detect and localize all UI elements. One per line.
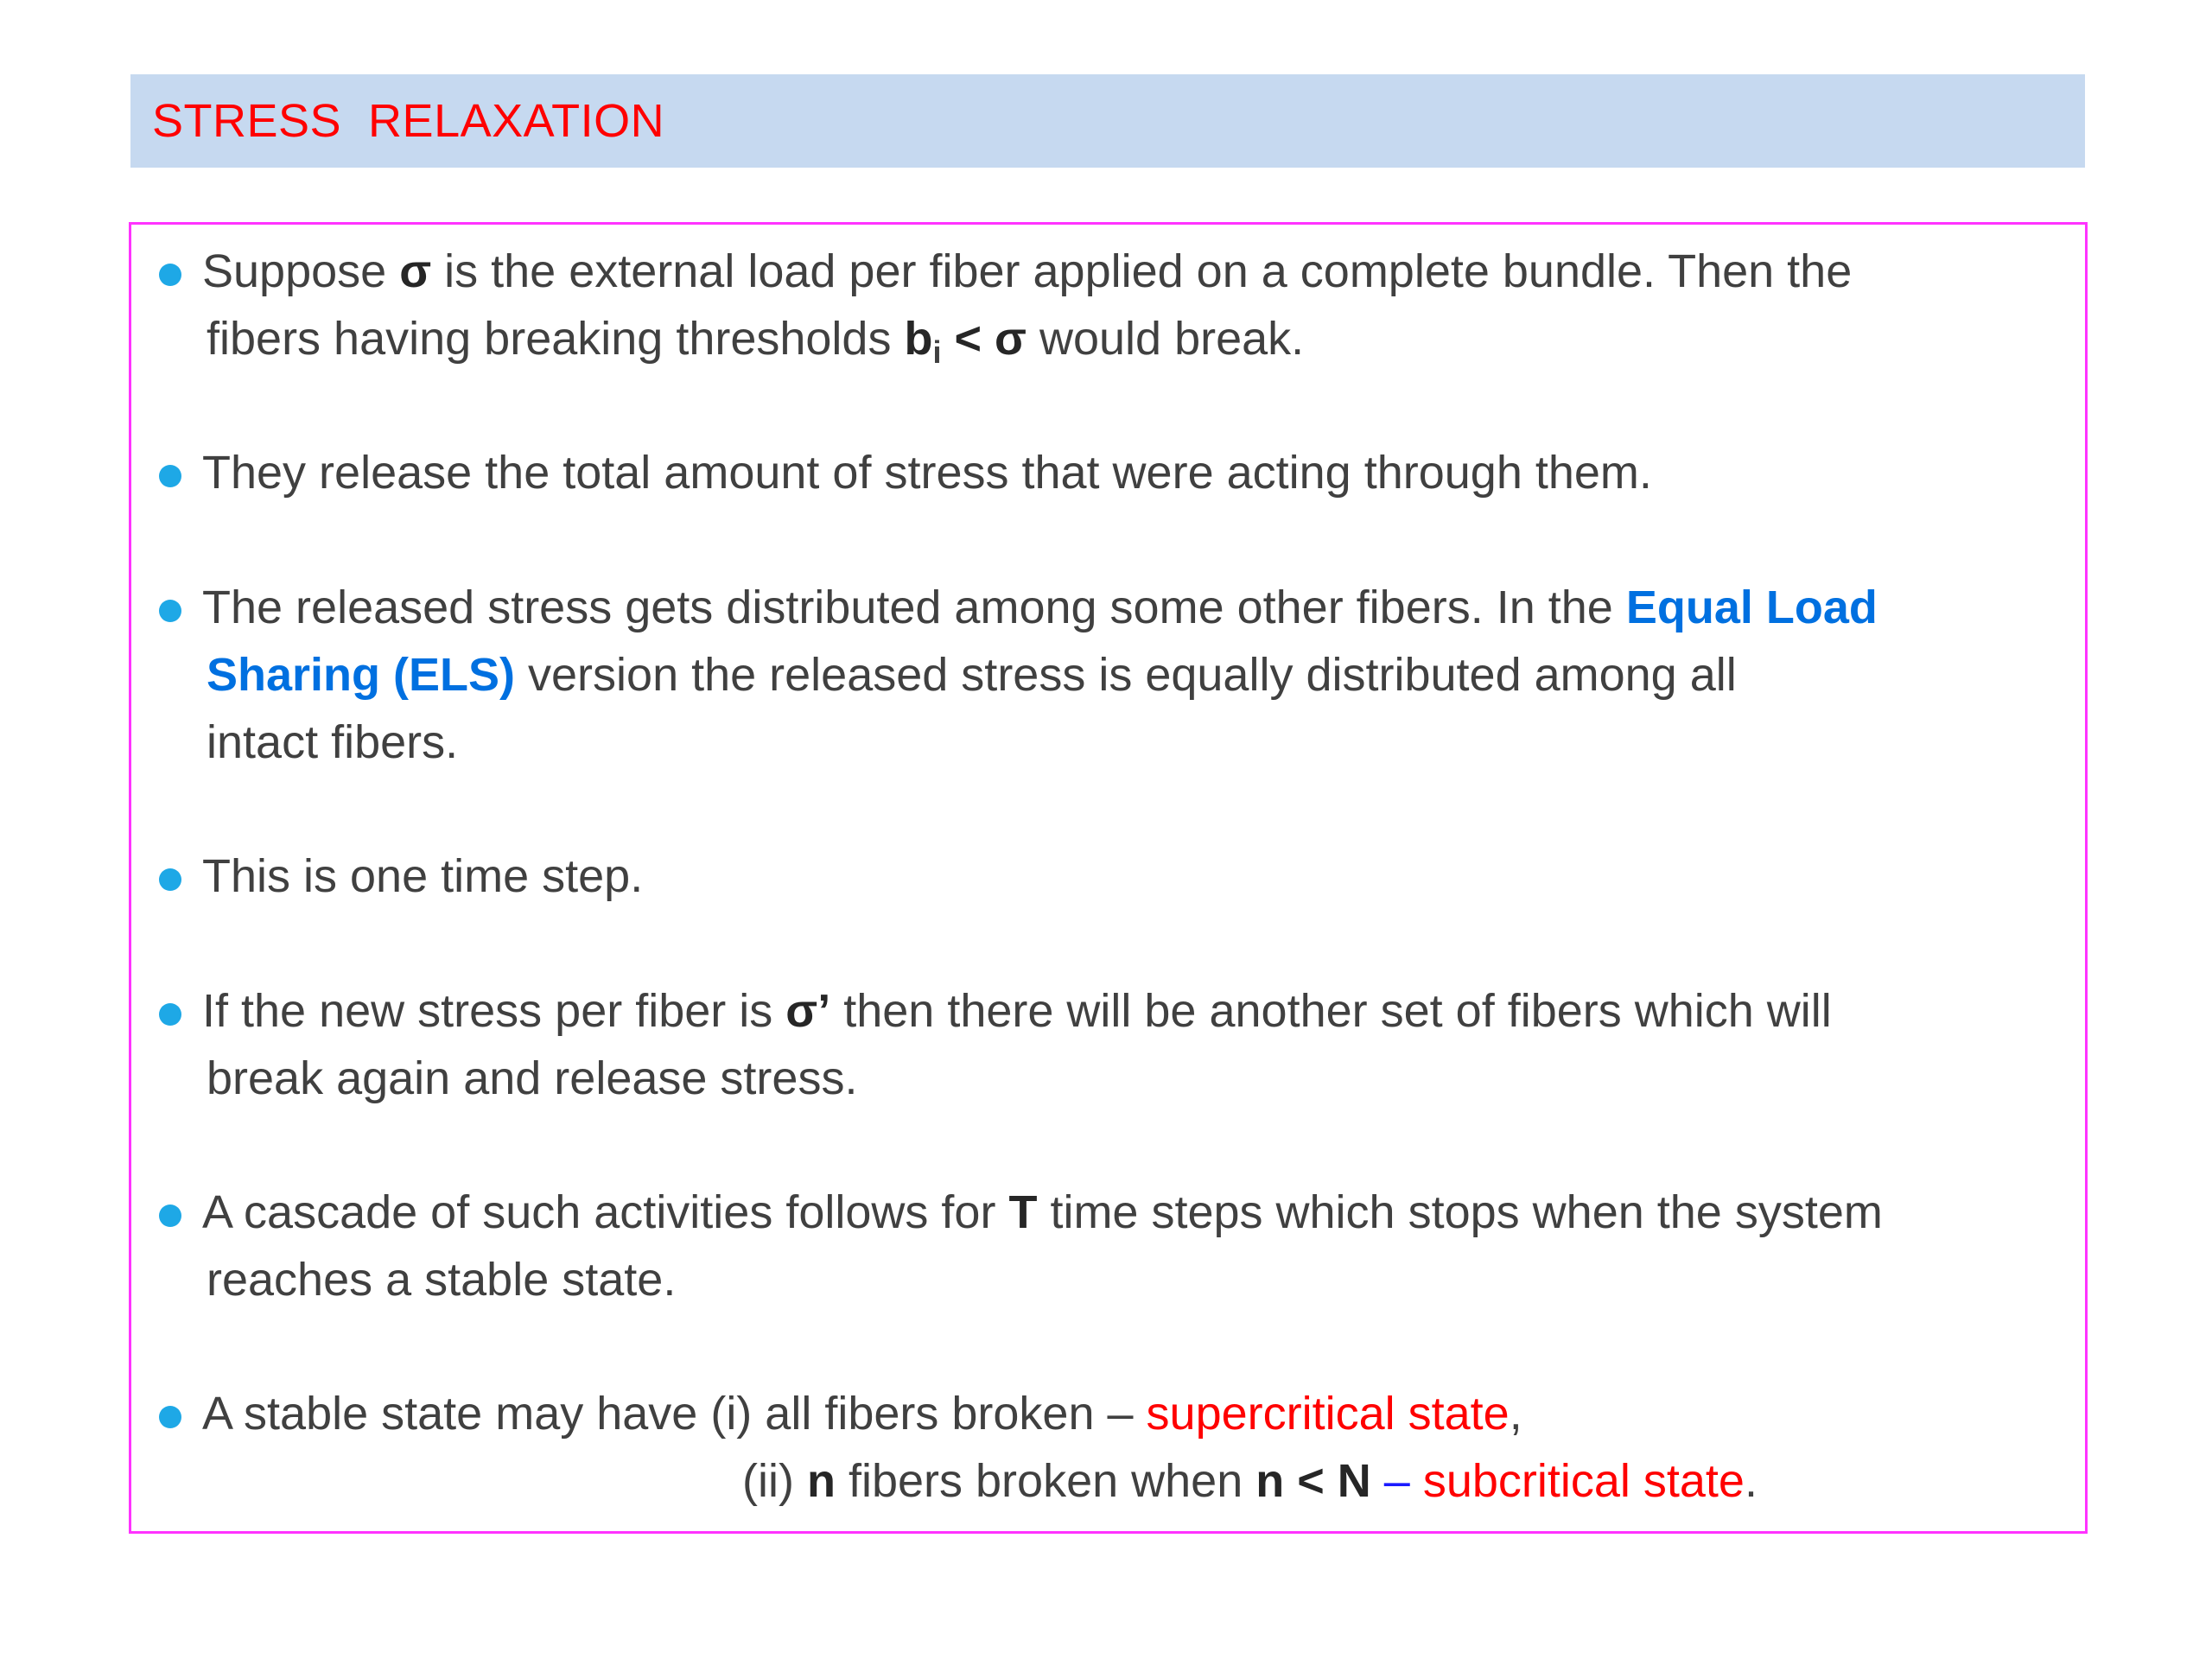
sigma-prime-symbol: σ’ xyxy=(785,985,831,1037)
bullet-7-line-2 xyxy=(202,1447,2069,1515)
text-run: , xyxy=(1509,1388,1522,1440)
text-run: version the released stress is equally distributed among all xyxy=(515,649,1737,701)
n-symbol: n xyxy=(806,1455,836,1507)
text-run: is the external load per fiber applied on a complete bundle. Then the xyxy=(431,245,1853,297)
text-run: then there will be another set of fibers which will xyxy=(830,985,1832,1037)
bullet-1-line-2 xyxy=(202,305,2069,372)
subcritical-term: subcritical state xyxy=(1409,1455,1745,1507)
bullet-dot-icon xyxy=(159,264,181,286)
bullet-3-line-3: intact fibers. xyxy=(207,716,459,768)
text-run: If the new stress per fiber is xyxy=(202,985,786,1037)
threshold-subscript: i xyxy=(932,334,942,370)
bullet-1-line-1 xyxy=(202,238,2069,305)
bullet-dot-icon xyxy=(159,465,181,487)
n-less-than-N-symbol: n < N xyxy=(1255,1455,1371,1507)
text-run: fibers broken when xyxy=(835,1455,1256,1507)
slide-title: STRESS RELAXATION xyxy=(152,95,665,147)
title-bar xyxy=(130,74,2085,168)
text-run: . xyxy=(1744,1455,1758,1507)
inequality-symbol: < σ xyxy=(941,313,1027,365)
bullet-2-line-1: They release the total amount of stress that were acting through them. xyxy=(202,447,1652,499)
text-run: time steps which stops when the system xyxy=(1037,1186,1883,1238)
bullet-4-line-1: This is one time step. xyxy=(202,850,644,902)
threshold-symbol: b xyxy=(904,313,933,365)
bullet-dot-icon xyxy=(159,1205,181,1227)
els-term: Sharing (ELS) xyxy=(207,649,516,701)
dash-separator: – xyxy=(1370,1455,1410,1507)
text-run: A cascade of such activities follows for xyxy=(202,1186,1009,1238)
bullet-dot-icon xyxy=(159,1406,181,1428)
bullet-5-line-1 xyxy=(202,977,2069,1045)
bullet-5-line-2: break again and release stress. xyxy=(207,1052,858,1104)
text-run: Suppose xyxy=(202,245,400,297)
bullet-3-line-1 xyxy=(202,574,2069,641)
bullet-6-line-1 xyxy=(202,1179,2069,1246)
text-run: A stable state may have (i) all fibers broken – xyxy=(202,1388,1147,1440)
time-steps-symbol: T xyxy=(1008,1186,1038,1238)
bullet-7-line-1 xyxy=(202,1380,2069,1447)
text-run: fibers having breaking thresholds xyxy=(207,313,905,365)
els-term: Equal Load xyxy=(1625,582,1878,633)
bullet-dot-icon xyxy=(159,1003,181,1026)
text-run: The released stress gets distributed among some other fibers. In the xyxy=(202,582,1626,633)
sigma-symbol: σ xyxy=(399,245,432,297)
bullet-dot-icon xyxy=(159,600,181,622)
bullet-3-line-2 xyxy=(202,641,2069,709)
bullet-6-line-2: reaches a stable state. xyxy=(207,1254,677,1306)
text-run: would break. xyxy=(1026,313,1305,365)
supercritical-term: supercritical state xyxy=(1146,1388,1510,1440)
text-run: (ii) xyxy=(742,1455,807,1507)
content-box xyxy=(129,222,2088,1534)
bullet-dot-icon xyxy=(159,868,181,891)
